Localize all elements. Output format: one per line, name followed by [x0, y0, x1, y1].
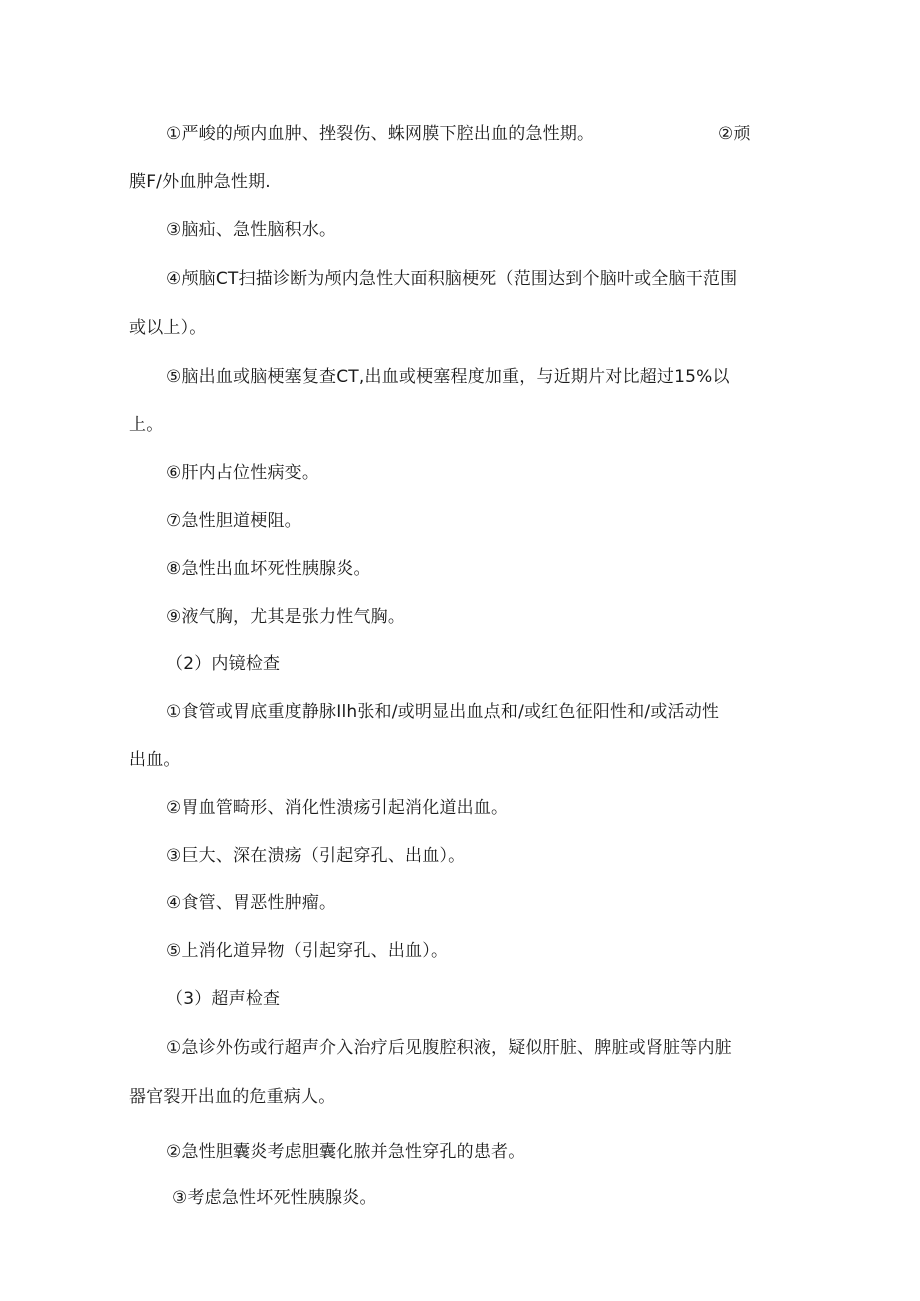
ultrasound-item-3: ③考虑急性坏死性胰腺炎。: [172, 1188, 377, 1208]
ct-item-9: ⑨液气胸，尤其是张力性气胸。: [166, 607, 406, 627]
ct-item-4: ④颅脑CT扫描诊断为颅内急性大面积脑梗死（范围达到个脑叶或全脑干范围: [166, 269, 738, 289]
ct-item-5-cont: 上。: [129, 415, 164, 435]
ct-item-3: ③脑疝、急性脑积水。: [166, 220, 337, 240]
ct-item-1: ①严峻的颅内血肿、挫裂伤、蛛网膜下腔出血的急性期。: [166, 124, 595, 144]
endoscopy-item-2: ②胃血管畸形、消化性溃疡引起消化道出血。: [166, 798, 509, 818]
endoscopy-heading: （2）内镜检查: [166, 654, 281, 674]
ct-item-6: ⑥肝内占位性病变。: [166, 463, 320, 483]
ultrasound-item-1: ①急诊外伤或行超声介入治疗后见腹腔积液，疑似肝脏、脾脏或肾脏等内脏: [166, 1038, 732, 1058]
ct-item-8: ⑧急性出血坏死性胰腺炎。: [166, 559, 371, 579]
ultrasound-heading: （3）超声检查: [166, 989, 281, 1009]
endoscopy-item-1-cont: 出血。: [129, 750, 181, 770]
ct-item-7: ⑦急性胆道梗阻。: [166, 511, 302, 531]
ct-item-2-start: ②顽: [718, 124, 751, 144]
endoscopy-item-5: ⑤上消化道异物（引起穿孔、出血）。: [166, 941, 449, 961]
ct-item-4-cont: 或以上）。: [129, 318, 207, 338]
ct-item-2-cont: 膜F/外血肿急性期.: [129, 172, 271, 192]
endoscopy-item-3: ③巨大、深在溃疡（引起穿孔、出血）。: [166, 846, 466, 866]
endoscopy-item-1: ①食管或胃底重度静脉Ilh张和/或明显出血点和/或红色征阳性和/或活动性: [166, 702, 720, 722]
endoscopy-item-4: ④食管、胃恶性肿瘤。: [166, 893, 337, 913]
ultrasound-item-1-cont: 器官裂开出血的危重病人。: [129, 1087, 336, 1107]
ct-item-5: ⑤脑出血或脑梗塞复查CT,出血或梗塞程度加重，与近期片对比超过15%以: [166, 367, 730, 387]
ultrasound-item-2: ②急性胆囊炎考虑胆囊化脓并急性穿孔的患者。: [166, 1142, 526, 1162]
